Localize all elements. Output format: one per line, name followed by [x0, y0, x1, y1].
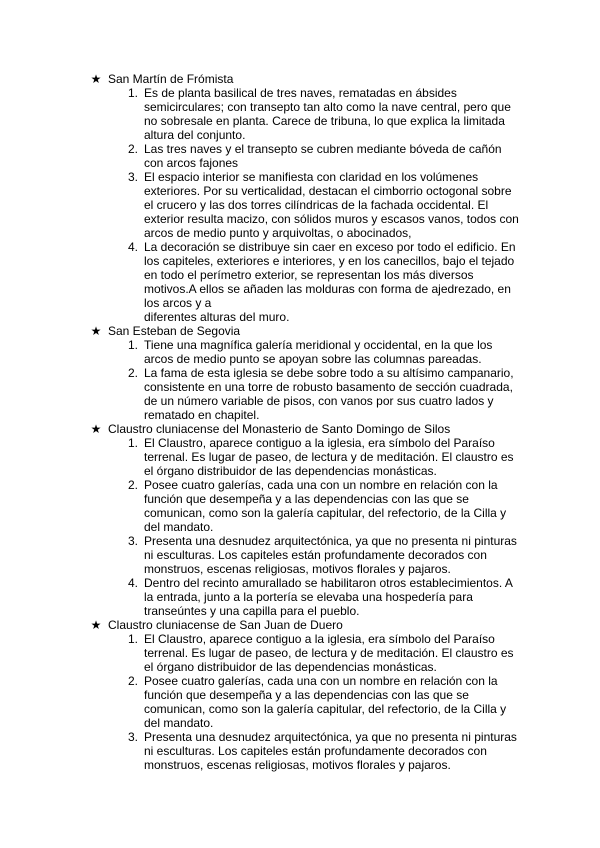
text-line: Tiene una magnífica galería meridional y occidental, en la que los — [144, 338, 493, 352]
text-line: monstruos, escenas religiosas, motivos florales y pajaros. — [144, 562, 451, 576]
text-line: de un número variable de pisos, con vanos por sus cuatro lados y — [144, 394, 494, 408]
list-item — [108, 170, 519, 240]
section — [0, 72, 600, 324]
text-line: El Claustro, aparece contiguo a la iglesia, era símbolo del Paraíso — [144, 436, 495, 450]
text-line: Presenta una desnudez arquitectónica, ya que no presenta ni pinturas — [144, 534, 517, 548]
list-item — [108, 632, 514, 674]
text-line: no sobresale en planta. Carece de tribuna, lo que explica la limitada — [144, 114, 505, 128]
list-number: 2. — [127, 366, 138, 380]
star-icon: ★ — [90, 422, 102, 436]
text-line: arcos de medio punto se apoyan sobre las columnas pareadas. — [144, 352, 482, 366]
list-item — [108, 478, 506, 534]
list-item — [108, 534, 517, 576]
text-line: semicirculares; con transepto tan alto como la nave central, pero que — [144, 100, 511, 114]
text-line: diferentes alturas del muro. — [144, 310, 290, 324]
text-line: altura del conjunto. — [144, 128, 246, 142]
list-item — [108, 338, 506, 366]
text-line: Dentro del recinto amurallado se habilitaron otros establecimientos. A — [144, 576, 513, 590]
document-content — [0, 72, 600, 772]
text-line: Posee cuatro galerías, cada una con un nombre en relación con la — [144, 478, 498, 492]
text-line: comunican, como son la galería capitular, del refectorio, de la Cilla y — [144, 506, 507, 520]
list-number: 3. — [127, 730, 138, 744]
text-line: transeúntes y una capilla para el pueblo. — [144, 604, 360, 618]
text-line: con arcos fajones — [144, 156, 239, 170]
text-line: ni esculturas. Los capiteles están profundamente decorados con — [144, 548, 487, 562]
text-line: del mandato. — [144, 520, 214, 534]
section-heading — [90, 618, 600, 632]
text-line: terrenal. Es lugar de paseo, de lectura y de meditación. El claustro es — [144, 450, 514, 464]
text-line: El Claustro, aparece contiguo a la iglesia, era símbolo del Paraíso — [144, 632, 495, 646]
list-item — [108, 730, 517, 772]
text-line: el órgano distribuidor de las dependencias monásticas. — [144, 660, 437, 674]
text-line: en todo el perímetro exterior, se representan los más diversos — [144, 268, 474, 282]
text-line: La decoración se distribuye sin caer en exceso por todo el edificio. En — [144, 240, 516, 254]
list-item — [108, 366, 514, 422]
text-line: ni esculturas. Los capiteles están profundamente decorados con — [144, 744, 487, 758]
list-number: 1. — [127, 338, 138, 352]
text-line: motivos.A ellos se añaden las molduras con forma de ajedrezado, en — [144, 282, 511, 296]
list-number: 3. — [127, 170, 138, 184]
section-heading — [90, 422, 600, 436]
list-number: 2. — [127, 478, 138, 492]
list-number: 2. — [127, 142, 138, 156]
list-number: 1. — [127, 632, 138, 646]
text-line: exteriores. Por su verticalidad, destacan el cimborrio octogonal sobre — [144, 184, 512, 198]
section — [0, 618, 600, 772]
star-icon: ★ — [90, 618, 102, 632]
section-heading — [90, 324, 600, 338]
list-item — [108, 576, 513, 618]
section — [0, 324, 600, 422]
text-line: comunican, como son la galería capitular, del refectorio, de la Cilla y — [144, 702, 507, 716]
text-line: Posee cuatro galerías, cada una con un nombre en relación con la — [144, 674, 498, 688]
list-item — [108, 86, 511, 142]
list-item — [108, 436, 514, 478]
text-line: consistente en una torre de robusto basamento de sección cuadrada, — [144, 380, 513, 394]
list-number: 1. — [127, 86, 138, 100]
text-line: terrenal. Es lugar de paseo, de lectura y de meditación. El claustro es — [144, 646, 514, 660]
text-line: los arcos y a — [144, 296, 212, 310]
section-heading — [90, 72, 600, 86]
list-item — [108, 142, 506, 170]
text-line: función que desempeña y a las dependencias con las que se — [144, 492, 469, 506]
text-line: los capiteles, exteriores e interiores, y en los canecillos, bajo el tejado — [144, 254, 515, 268]
text-line: La fama de esta iglesia se debe sobre todo a su altísimo campanario, — [144, 366, 514, 380]
text-line: el crucero y las dos torres cilíndricas de la fachada occidental. El — [144, 198, 489, 212]
text-line: del mandato. — [144, 716, 214, 730]
section-title: San Martín de Frómista — [108, 72, 234, 86]
text-line: El espacio interior se manifiesta con claridad en los volúmenes — [144, 170, 479, 184]
section-title: Claustro cluniacense de San Juan de Duero — [108, 618, 343, 632]
list-number: 1. — [127, 436, 138, 450]
list-number: 4. — [127, 576, 138, 590]
text-line: monstruos, escenas religiosas, motivos florales y pajaros. — [144, 758, 451, 772]
text-line: Es de planta basilical de tres naves, rematadas en ábsides — [144, 86, 457, 100]
section — [0, 422, 600, 618]
text-line: rematado en chapitel. — [144, 408, 260, 422]
list-item — [108, 674, 506, 730]
section-title: San Esteban de Segovia — [108, 324, 241, 338]
text-line: arcos de medio punto y arquivoltas, o abocinados, — [144, 226, 412, 240]
section-title: Claustro cluniacense del Monasterio de Santo Domingo de Silos — [108, 422, 451, 436]
text-line: función que desempeña y a las dependencias con las que se — [144, 688, 469, 702]
text-line: exterior resulta macizo, con sólidos muros y escasos vanos, todos con — [144, 212, 519, 226]
list-item — [108, 240, 516, 324]
list-number: 2. — [127, 674, 138, 688]
star-icon: ★ — [90, 324, 102, 338]
list-number: 3. — [127, 534, 138, 548]
text-line: Presenta una desnudez arquitectónica, ya que no presenta ni pinturas — [144, 730, 517, 744]
text-line: el órgano distribuidor de las dependencias monásticas. — [144, 464, 437, 478]
text-line: la entrada, junto a la portería se elevaba una hospedería para — [144, 590, 473, 604]
list-number: 4. — [127, 240, 138, 254]
star-icon: ★ — [90, 72, 102, 86]
text-line: Las tres naves y el transepto se cubren mediante bóveda de cañón — [144, 142, 502, 156]
